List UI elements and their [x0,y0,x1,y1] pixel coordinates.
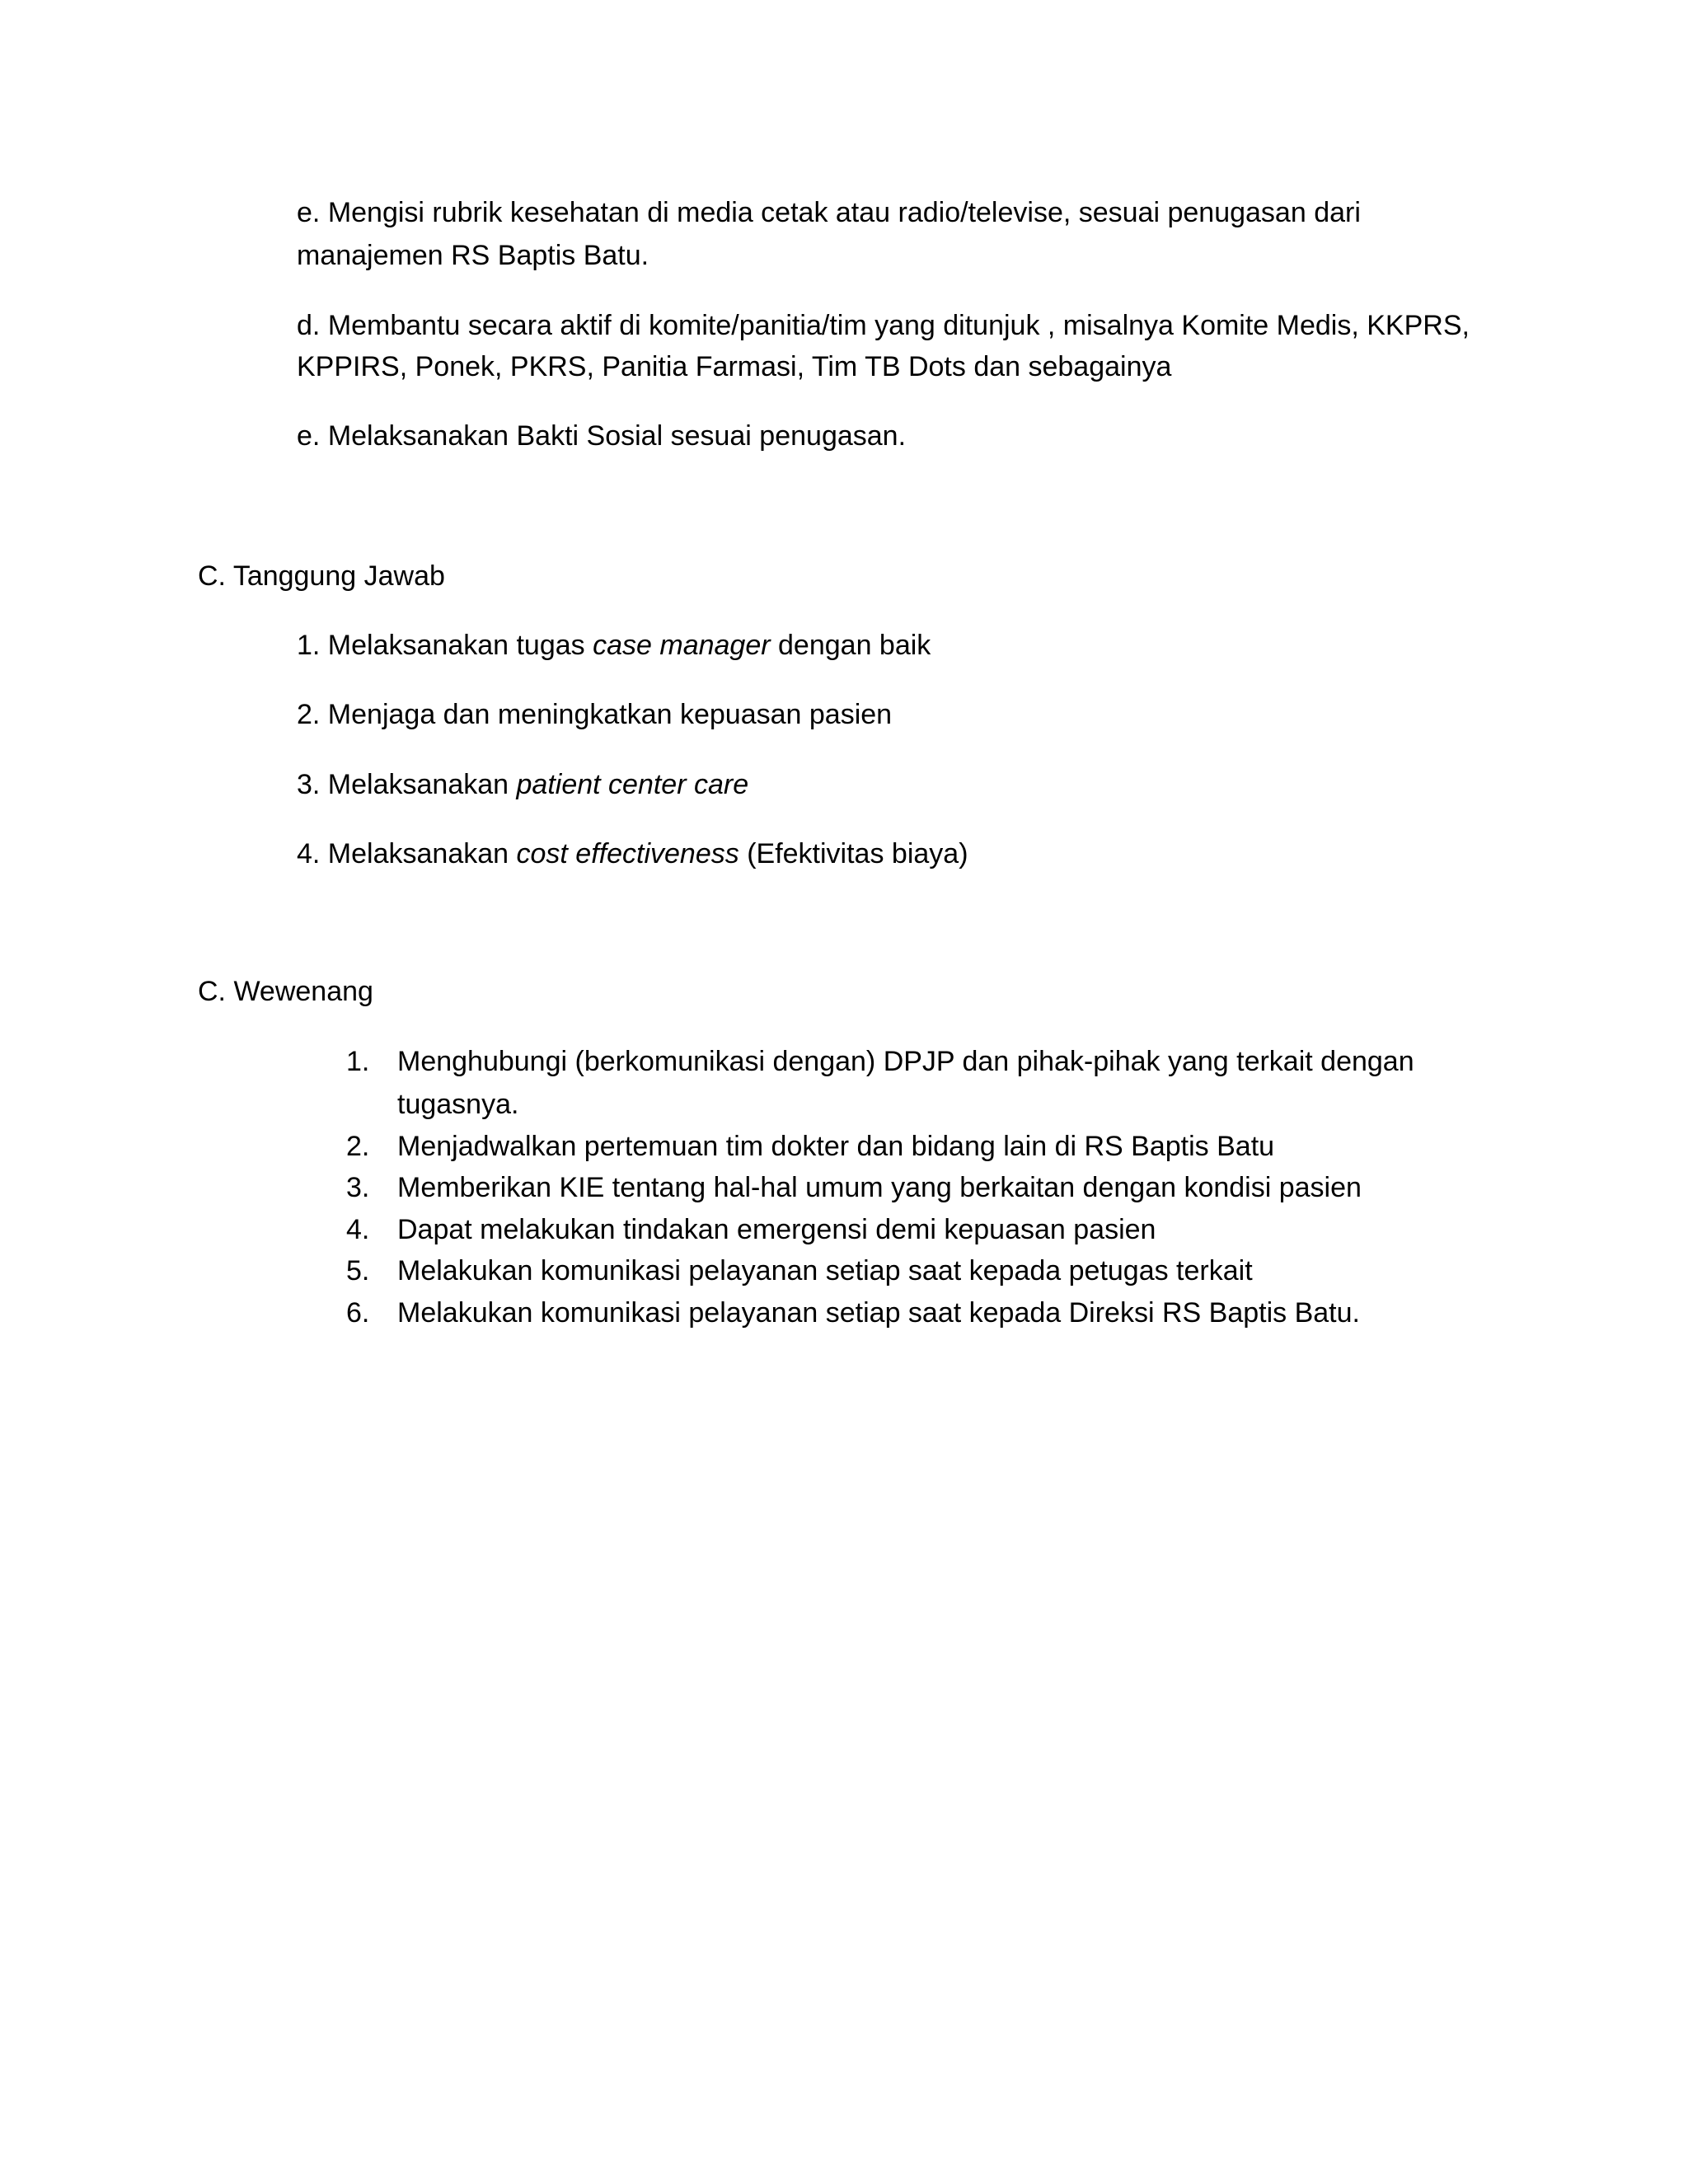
authority-item-number: 1. [346,1046,370,1077]
authority-item-number: 3. [346,1172,370,1203]
duty-item-text: Mengisi rubrik kesehatan di media cetak atau radio/televise, sesuai penugasan dari [327,197,1361,228]
responsibility-text: 2. Menjaga dan meningkatkan kepuasan pasien [297,699,893,730]
authority-item-number: 4. [346,1214,370,1245]
responsibility-item-3 [297,763,748,806]
responsibility-italic-term: patient center care [516,769,749,800]
responsibility-text: 3. Melaksanakan [297,769,517,800]
responsibility-item-1 [297,624,931,667]
duty-item-text: Melaksanakan Bakti Sosial sesuai penugasan. [327,420,907,452]
authority-item-number: 2. [346,1131,370,1162]
responsibility-item-2 [297,693,892,736]
duty-item-prefix: e. [297,197,328,228]
authority-item-text: Dapat melakukan tindakan emergensi demi kepuasan pasien [397,1214,1156,1245]
duty-item-e-rubrik-line2 [297,234,649,277]
duty-item-text: KPPIRS, Ponek, PKRS, Panitia Farmasi, Tim TB Dots dan sebagainya [297,351,1172,382]
authority-item-number: 6. [346,1297,370,1329]
duty-item-text: manajemen RS Baptis Batu. [297,240,649,271]
authority-item-text: Menghubungi (berkomunikasi dengan) DPJP dan pihak-pihak yang terkait dengan [397,1046,1414,1077]
responsibility-text-suffix: (Efektivitas biaya) [738,838,968,869]
responsibility-item-4 [297,832,968,875]
authority-item-number: 5. [346,1255,370,1286]
duty-item-e-bakti-sosial [297,415,906,457]
section-heading-tanggung-jawab: C. Tanggung Jawab [198,560,445,592]
duty-item-d-komite-line2 [297,345,1171,388]
responsibility-italic-term: cost effectiveness [516,838,739,869]
responsibility-text: 4. Melaksanakan [297,838,517,869]
responsibility-text-suffix: dengan baik [770,630,931,661]
authority-item-text: Menjadwalkan pertemuan tim dokter dan bidang lain di RS Baptis Batu [397,1131,1275,1162]
duty-item-prefix: d. [297,310,328,341]
authority-item-text: tugasnya. [397,1089,519,1120]
duty-item-e-rubrik [297,191,1361,234]
authority-item-text: Melakukan komunikasi pelayanan setiap saat kepada Direksi RS Baptis Batu. [397,1297,1360,1329]
responsibility-text: 1. Melaksanakan tugas [297,630,593,661]
duty-item-d-komite [297,304,1470,347]
duty-item-text: Membantu secara aktif di komite/panitia/tim yang ditunjuk , misalnya Komite Medis, KKPRS, [327,310,1470,341]
section-heading-wewenang: C. Wewenang [198,976,373,1007]
authority-item-text: Melakukan komunikasi pelayanan setiap saat kepada petugas terkait [397,1255,1253,1286]
authority-item-text: Memberikan KIE tentang hal-hal umum yang berkaitan dengan kondisi pasien [397,1172,1362,1203]
duty-item-prefix: e. [297,420,328,452]
responsibility-italic-term: case manager [593,630,771,661]
